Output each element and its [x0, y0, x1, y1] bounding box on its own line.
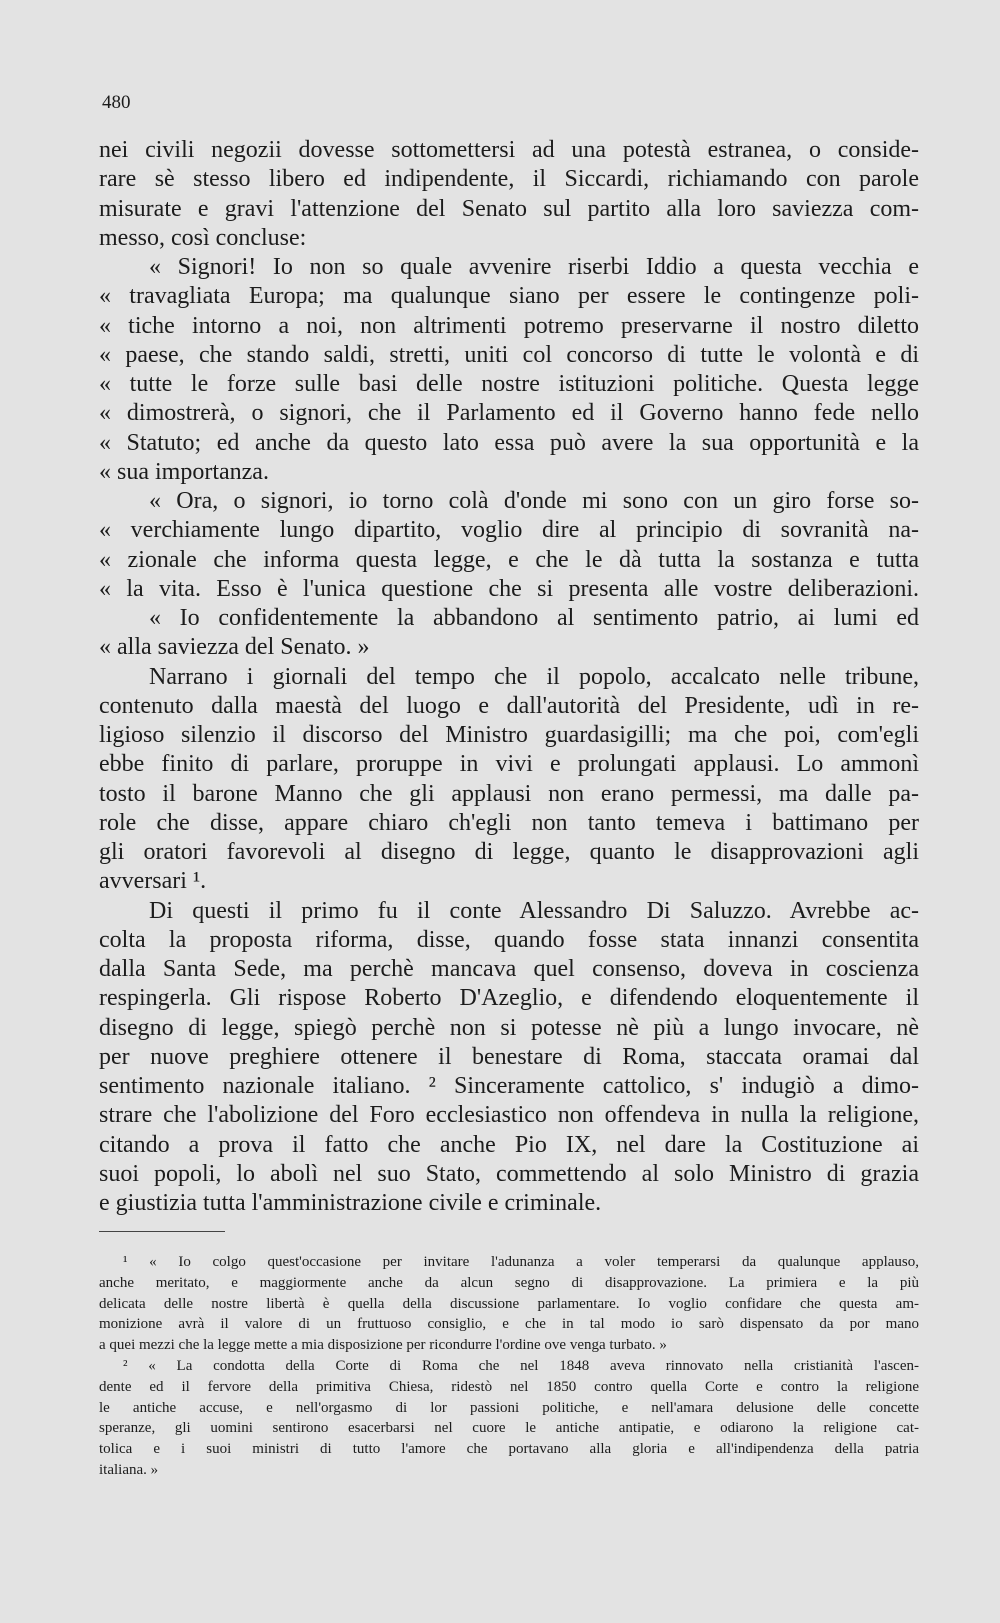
footnote-line: a quei mezzi che la legge mette a mia disposizione per ricondurre l'ordine ove venga turbato. » — [99, 1337, 667, 1354]
text-line: e giustizia tutta l'amministrazione civile e criminale. — [99, 1190, 602, 1216]
text-line: Di questi il primo fu il conte Alessandro Di Saluzzo. Avrebbe ac- — [149, 897, 919, 924]
text-line: per nuove preghiere ottenere il benestare di Roma, staccata oramai dal — [99, 1043, 919, 1070]
text-line: « Ora, o signori, io torno colà d'onde mi sono con un giro forse so- — [149, 488, 919, 514]
text-line: tosto il barone Manno che gli applausi non erano permessi, ma dalle pa- — [99, 780, 919, 807]
text-line: misurate e gravi l'attenzione del Senato sul partito alla loro saviezza com- — [99, 195, 919, 222]
text-line: contenuto dalla maestà del luogo e dall'autorità del Presidente, udì in re- — [99, 692, 919, 719]
text-line: « Signori! Io non so quale avvenire riserbi Iddio a questa vecchia e — [149, 254, 919, 280]
main-text — [99, 136, 919, 1218]
text-line: ebbe finito di parlare, proruppe in vivi e prolungati applausi. Lo ammonì — [99, 751, 919, 778]
text-line: strare che l'abolizione del Foro ecclesiastico non offendeva in nulla la religione, — [99, 1102, 919, 1129]
text-line: dalla Santa Sede, ma perchè mancava quel consenso, doveva in coscienza — [99, 956, 919, 982]
text-line: messo, così concluse: — [99, 224, 307, 251]
footnote-line: le antiche accuse, e nell'orgasmo di lor passioni politiche, e nell'amara delusione delle concette — [99, 1399, 919, 1416]
footnote-divider — [99, 1231, 225, 1232]
text-line: « tutte le forze sulle basi delle nostre istituzioni politiche. Questa legge — [99, 371, 919, 397]
footnote-line: delicata delle nostre libertà è quella della discussione parlamentare. Io voglio confidare che questa am- — [99, 1295, 919, 1312]
text-line: « tiche intorno a noi, non altrimenti potremo preservarne il nostro diletto — [99, 312, 919, 339]
footnotes — [99, 1252, 919, 1481]
footnote-line: monizione avrà il valore di un fruttuoso consiglio, e che in tal modo io sarò dispensato da por mano — [99, 1316, 919, 1333]
text-line: « zionale che informa questa legge, e che le dà tutta la sostanza e tutta — [99, 546, 919, 573]
text-line: disegno di legge, spiegò perchè non si potesse nè più a lungo invocare, nè — [99, 1014, 919, 1041]
text-line: suoi popoli, lo abolì nel suo Stato, commettendo al solo Ministro di grazia — [99, 1160, 919, 1187]
text-line: Narrano i giornali del tempo che il popolo, accalcato nelle tribune, — [149, 663, 919, 690]
text-line: colta la proposta riforma, disse, quando fosse stata innanzi consentita — [99, 926, 919, 953]
text-line: « sua importanza. — [99, 458, 269, 485]
text-line: « la vita. Esso è l'unica questione che si presenta alle vostre deliberazioni. — [99, 575, 919, 602]
text-line: « dimostrerà, o signori, che il Parlamento ed il Governo hanno fede nello — [99, 400, 919, 427]
text-line: « paese, che stando saldi, stretti, uniti col concorso di tutte le volontà e di — [99, 341, 919, 368]
text-line: « Statuto; ed anche da questo lato essa può avere la sua opportunità e la — [99, 429, 919, 456]
text-line: rare sè stesso libero ed indipendente, il Siccardi, richiamando con parole — [99, 166, 919, 193]
text-line: sentimento nazionale italiano. ² Sinceramente cattolico, s' indugiò a dimo- — [99, 1073, 919, 1099]
text-line: ligioso silenzio il discorso del Ministro guardasigilli; ma che poi, com'egli — [99, 722, 919, 748]
text-line: « travagliata Europa; ma qualunque siano per essere le contingenze poli- — [99, 283, 919, 310]
page-number: 480 — [102, 92, 131, 113]
footnote-line: dente ed il fervore della primitiva Chiesa, ridestò nel 1850 contro quella Corte e contro la religione — [99, 1378, 919, 1395]
text-line: « alla saviezza del Senato. » — [99, 634, 370, 661]
text-line: nei civili negozii dovesse sottomettersi ad una potestà estranea, o conside- — [99, 137, 919, 163]
text-line: role che disse, appare chiaro ch'egli non tanto temeva i battimano per — [99, 809, 919, 836]
footnote-line: ¹ « Io colgo quest'occasione per invitare l'adunanza a voler temperarsi da qualunque applauso, — [123, 1254, 919, 1270]
text-line: avversari ¹. — [99, 868, 207, 895]
footnote-line: anche meritato, e maggiormente anche da alcun segno di disapprovazione. La primiera e la più — [99, 1274, 919, 1291]
text-line: citando a prova il fatto che anche Pio IX, nel dare la Costituzione ai — [99, 1131, 919, 1158]
text-line: gli oratori favorevoli al disegno di legge, quanto le disapprovazioni agli — [99, 839, 919, 865]
footnote-line: speranze, gli uomini sentirono esacerbarsi nel cuore le antiche antipatie, e odiarono la religione cat- — [99, 1420, 919, 1437]
footnote-line: ² « La condotta della Corte di Roma che nel 1848 aveva rinnovato nella cristianità l'ascen- — [123, 1357, 919, 1374]
text-line: « Io confidentemente la abbandono al sentimento patrio, ai lumi ed — [149, 605, 919, 631]
footnote-line: tolica e i suoi ministri di tutto l'amore che portavano alla gloria e all'indipendenza della patria — [99, 1441, 919, 1458]
text-line: respingerla. Gli rispose Roberto D'Azeglio, e difendendo eloquentemente il — [99, 985, 919, 1012]
footnote-line: italiana. » — [99, 1461, 159, 1478]
text-line: « verchiamente lungo dipartito, voglio dire al principio di sovranità na- — [99, 517, 919, 544]
